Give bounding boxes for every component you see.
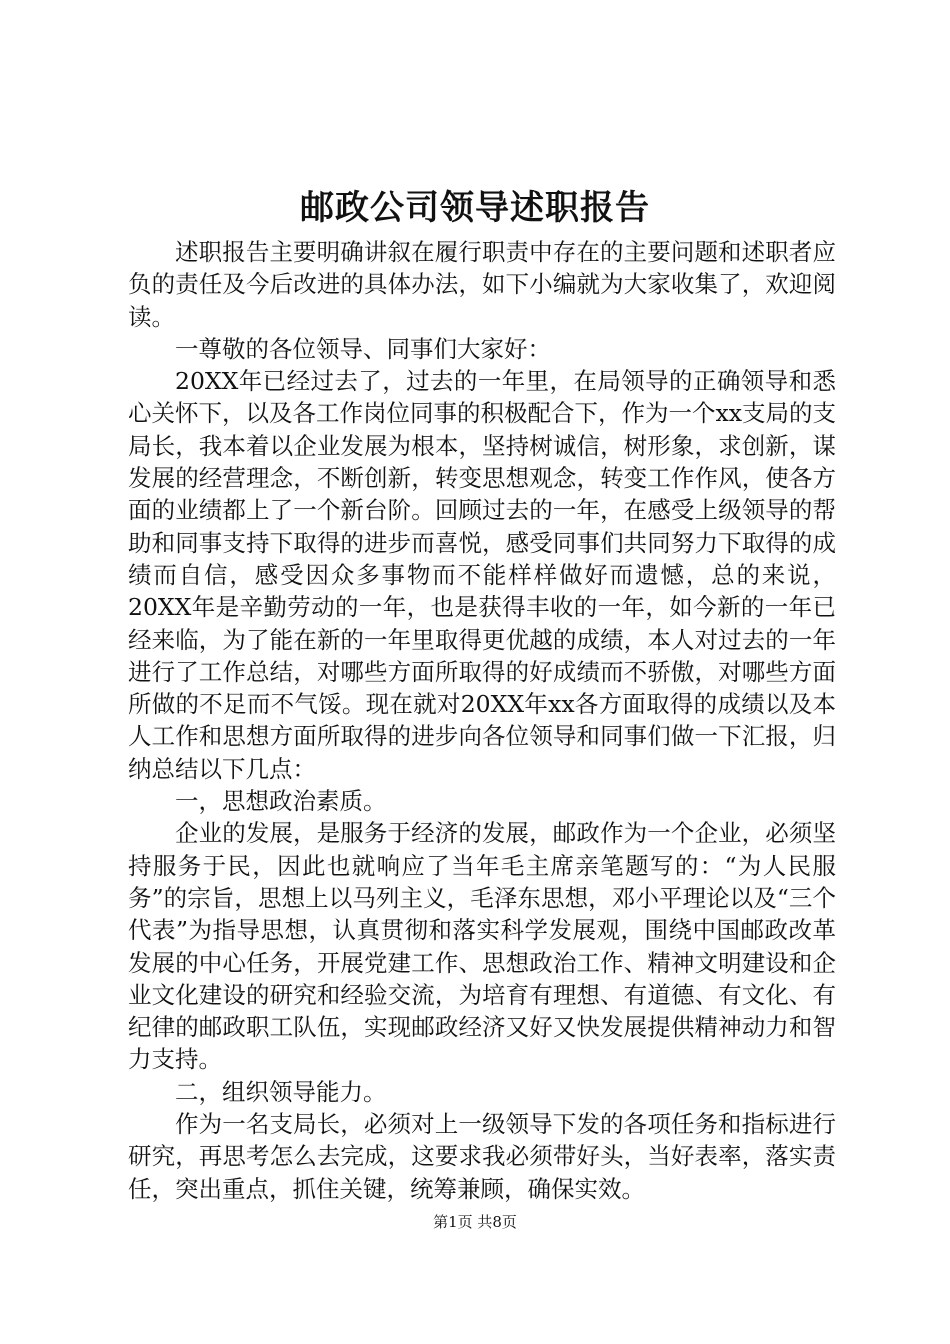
section-heading-leadership: 二，组织领导能力。 xyxy=(175,1077,387,1106)
paragraph-greeting: 一尊敬的各位领导、同事们大家好： xyxy=(175,334,551,363)
paragraph-political-quality: 企业的发展，是服务于经济的发展，邮政作为一个企业，必须坚持服务于民，因此也就响应了当年毛主席亲笔题写的：“为人民服务”的宗旨，思想上以马列主义，毛泽东思想，邓小平理论以及“三个代表”为指导思想，认真贯彻和落实科学发展观，围绕中国邮政改革发展的中心任务，开展党建工作、思想政治工作、精神文明建设和企业文化建设的研究和经验交流，为培育有理想、有道德、有文化、有纪律的邮政职工队伍，实现邮政经济又好又快发展提供精神动力和智力支持。 xyxy=(128,819,836,1074)
page-number-footer: 第1页 共8页 xyxy=(433,1213,517,1231)
paragraph-leadership: 作为一名支局长，必须对上一级领导下发的各项任务和指标进行研究，再思考怎么去完成，这要求我必须带好头，当好表率，落实责任，突出重点，抓住关键，统筹兼顾，确保实效。 xyxy=(128,1110,836,1203)
document-body xyxy=(128,236,836,1205)
paragraph-intro: 述职报告主要明确讲叙在履行职责中存在的主要问题和述职者应负的责任及今后改进的具体办法，如下小编就为大家收集了，欢迎阅读。 xyxy=(128,238,836,331)
section-heading-political-quality: 一，思想政治素质。 xyxy=(175,787,387,816)
paragraph-summary: 20XX年已经过去了，过去的一年里，在局领导的正确领导和悉心关怀下，以及各工作岗位同事的积极配合下，作为一个xx支局的支局长，我本着以企业发展为根本，坚持树诚信，树形象，求创新，谋发展的经营理念，不断创新，转变思想观念，转变工作作风，使各方面的业绩都上了一个新台阶。回顾过去的一年，在感受上级领导的帮助和同事支持下取得的进步而喜悦，感受同事们共同努力下取得的成绩而自信，感受因众多事物而不能样样做好而遗憾，总的来说，20XX年是辛勤劳动的一年，也是获得丰收的一年，如今新的一年已经来临，为了能在新的一年里取得更优越的成绩，本人对过去的一年进行了工作总结，对哪些方面所取得的好成绩而不骄傲，对哪些方面所做的不足而不气馁。现在就对20XX年xx各方面取得的成绩以及本人工作和思想方面所取得的进步向各位领导和同事们做一下汇报，归纳总结以下几点： xyxy=(128,367,837,783)
document-title: 邮政公司领导述职报告 xyxy=(300,188,650,228)
